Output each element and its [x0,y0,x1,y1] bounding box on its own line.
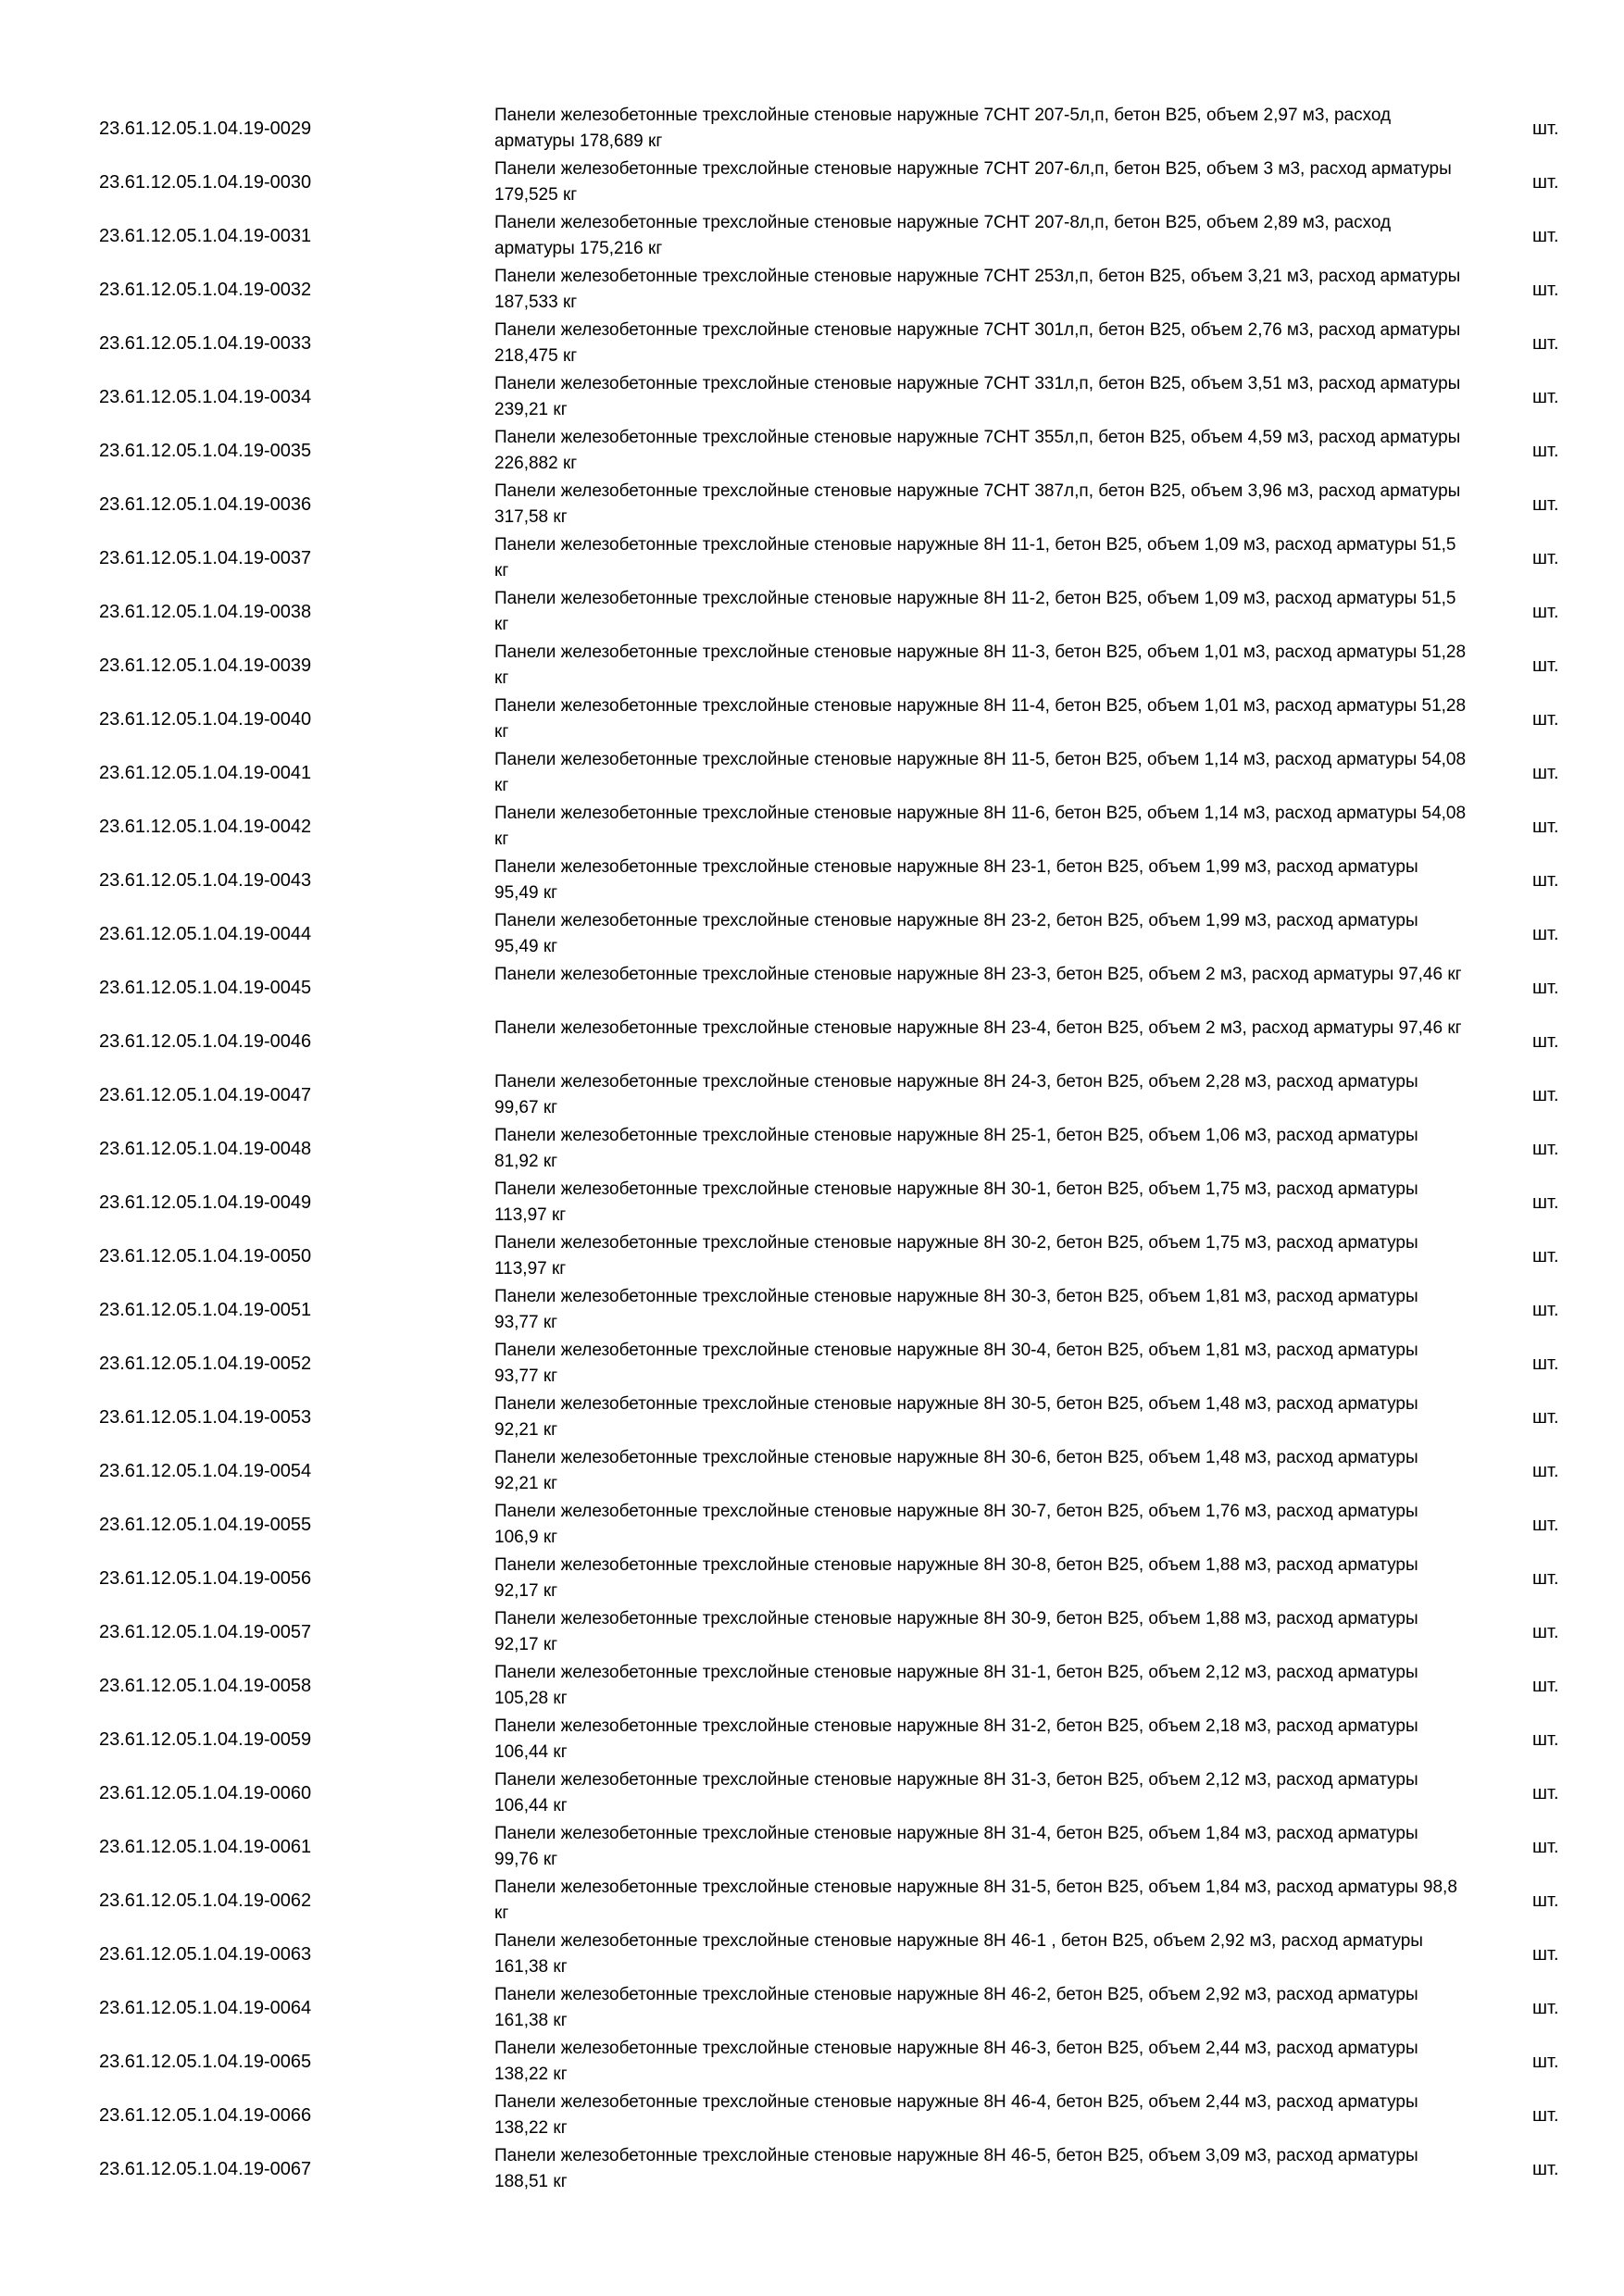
resource-code: 23.61.12.05.1.04.19-0041 [99,763,312,783]
table-row [0,693,1624,746]
resource-description: Панели железобетонные трехслойные стеновые наружные 8Н 46-1 , бетон В25, объем 2,92 м3, расход арматуры 161,38 кг [494,1931,1423,1977]
unit-of-measure: шт. [1532,172,1559,193]
resource-code: 23.61.12.05.1.04.19-0036 [99,494,312,515]
resource-description: Панели железобетонные трехслойные стеновые наружные 7СНТ 355л,п, бетон В25, объем 4,59 м3, расход арматуры 226,882 кг [494,428,1461,473]
resource-code: 23.61.12.05.1.04.19-0055 [99,1515,312,1535]
resource-description: Панели железобетонные трехслойные стеновые наружные 8Н 23-2, бетон В25, объем 1,99 м3, расход арматуры 95,49 кг [494,911,1418,956]
unit-of-measure: шт. [1532,333,1559,354]
table-row [0,585,1624,639]
table-row [0,1605,1624,1659]
resource-description: Панели железобетонные трехслойные стеновые наружные 8Н 30-9, бетон В25, объем 1,88 м3, расход арматуры 92,17 кг [494,1609,1418,1654]
unit-of-measure: шт. [1532,226,1559,246]
resource-code: 23.61.12.05.1.04.19-0054 [99,1461,312,1481]
table-row [0,1713,1624,1766]
table-row [0,1337,1624,1391]
table-row [0,424,1624,478]
table-row [0,961,1624,1015]
unit-of-measure: шт. [1532,1729,1559,1750]
table-row [0,854,1624,907]
resource-code: 23.61.12.05.1.04.19-0048 [99,1139,312,1159]
table-row [0,639,1624,693]
unit-of-measure: шт. [1532,1944,1559,1965]
unit-of-measure: шт. [1532,602,1559,622]
unit-of-measure: шт. [1532,870,1559,891]
resource-code: 23.61.12.05.1.04.19-0050 [99,1246,312,1267]
resource-code: 23.61.12.05.1.04.19-0032 [99,280,312,300]
unit-of-measure: шт. [1532,1461,1559,1481]
resource-code: 23.61.12.05.1.04.19-0034 [99,387,312,407]
resource-code: 23.61.12.05.1.04.19-0042 [99,817,312,837]
resource-code: 23.61.12.05.1.04.19-0030 [99,172,312,193]
resource-description: Панели железобетонные трехслойные стеновые наружные 8Н 23-1, бетон В25, объем 1,99 м3, расход арматуры 95,49 кг [494,857,1418,903]
resource-code: 23.61.12.05.1.04.19-0029 [99,119,312,139]
resource-description: Панели железобетонные трехслойные стеновые наружные 7СНТ 207-8л,п, бетон В25, объем 2,89 м3, расход арматуры 175,216 кг [494,213,1392,258]
unit-of-measure: шт. [1532,1192,1559,1213]
table-row [0,2142,1624,2196]
resource-code: 23.61.12.05.1.04.19-0051 [99,1300,312,1320]
table-row [0,746,1624,800]
resource-code: 23.61.12.05.1.04.19-0046 [99,1031,312,1052]
resource-code: 23.61.12.05.1.04.19-0037 [99,548,312,568]
table-row [0,1498,1624,1552]
resource-description: Панели железобетонные трехслойные стеновые наружные 8Н 11-6, бетон В25, объем 1,14 м3, расход арматуры 54,08 кг [494,804,1467,849]
resource-code: 23.61.12.05.1.04.19-0031 [99,226,312,246]
resource-description: Панели железобетонные трехслойные стеновые наружные 8Н 30-2, бетон В25, объем 1,75 м3, расход арматуры 113,97 кг [494,1233,1418,1279]
table-row [0,1444,1624,1498]
resource-code: 23.61.12.05.1.04.19-0058 [99,1676,312,1696]
table-row [0,1015,1624,1068]
unit-of-measure: шт. [1532,1837,1559,1857]
unit-of-measure: шт. [1532,1085,1559,1105]
resource-description: Панели железобетонные трехслойные стеновые наружные 8Н 30-5, бетон В25, объем 1,48 м3, расход арматуры 92,21 кг [494,1394,1418,1440]
resource-code: 23.61.12.05.1.04.19-0065 [99,2052,312,2072]
resource-description: Панели железобетонные трехслойные стеновые наружные 8Н 11-5, бетон В25, объем 1,14 м3, расход арматуры 54,08 кг [494,750,1467,795]
resource-description: Панели железобетонные трехслойные стеновые наружные 8Н 24-3, бетон В25, объем 2,28 м3, расход арматуры 99,67 кг [494,1072,1418,1117]
resource-description: Панели железобетонные трехслойные стеновые наружные 8Н 46-4, бетон В25, объем 2,44 м3, расход арматуры 138,22 кг [494,2092,1418,2138]
resource-description: Панели железобетонные трехслойные стеновые наружные 7СНТ 253л,п, бетон В25, объем 3,21 м3, расход арматуры 187,533 кг [494,267,1461,312]
resource-description: Панели железобетонные трехслойные стеновые наружные 7СНТ 207-6л,п, бетон В25, объем 3 м3, расход арматуры 179,525 кг [494,159,1452,205]
resource-description: Панели железобетонные трехслойные стеновые наружные 8Н 46-3, бетон В25, объем 2,44 м3, расход арматуры 138,22 кг [494,2039,1418,2084]
unit-of-measure: шт. [1532,709,1559,730]
table-row [0,1820,1624,1874]
resource-description: Панели железобетонные трехслойные стеновые наружные 8Н 11-1, бетон В25, объем 1,09 м3, расход арматуры 51,5 кг [494,535,1456,580]
resource-code: 23.61.12.05.1.04.19-0033 [99,333,312,354]
table-row [0,156,1624,209]
price-list-table [0,102,1624,2196]
table-row [0,1928,1624,1981]
resource-description: Панели железобетонные трехслойные стеновые наружные 7СНТ 331л,п, бетон В25, объем 3,51 м3, расход арматуры 239,21 кг [494,374,1461,419]
unit-of-measure: шт. [1532,924,1559,944]
table-row [0,317,1624,370]
unit-of-measure: шт. [1532,1300,1559,1320]
unit-of-measure: шт. [1532,1783,1559,1803]
unit-of-measure: шт. [1532,763,1559,783]
table-row [0,531,1624,585]
table-row [0,209,1624,263]
resource-code: 23.61.12.05.1.04.19-0038 [99,602,312,622]
resource-description: Панели железобетонные трехслойные стеновые наружные 8Н 23-4, бетон В25, объем 2 м3, расход арматуры 97,46 кг [494,1018,1462,1038]
resource-description: Панели железобетонные трехслойные стеновые наружные 8Н 31-5, бетон В25, объем 1,84 м3, расход арматуры 98,8 кг [494,1878,1457,1923]
resource-description: Панели железобетонные трехслойные стеновые наружные 7СНТ 207-5л,п, бетон В25, объем 2,97 м3, расход арматуры 178,689 кг [494,106,1392,151]
table-row [0,907,1624,961]
resource-description: Панели железобетонные трехслойные стеновые наружные 8Н 30-1, бетон В25, объем 1,75 м3, расход арматуры 113,97 кг [494,1179,1418,1225]
resource-description: Панели железобетонные трехслойные стеновые наружные 8Н 31-2, бетон В25, объем 2,18 м3, расход арматуры 106,44 кг [494,1716,1418,1762]
table-row [0,263,1624,317]
table-row [0,800,1624,854]
unit-of-measure: шт. [1532,494,1559,515]
unit-of-measure: шт. [1532,1622,1559,1642]
resource-code: 23.61.12.05.1.04.19-0049 [99,1192,312,1213]
unit-of-measure: шт. [1532,1246,1559,1267]
resource-code: 23.61.12.05.1.04.19-0059 [99,1729,312,1750]
table-row [0,1283,1624,1337]
table-row [0,1659,1624,1713]
table-row [0,1068,1624,1122]
resource-code: 23.61.12.05.1.04.19-0040 [99,709,312,730]
resource-code: 23.61.12.05.1.04.19-0066 [99,2105,312,2126]
table-row [0,1176,1624,1229]
unit-of-measure: шт. [1532,387,1559,407]
resource-description: Панели железобетонные трехслойные стеновые наружные 8Н 46-5, бетон В25, объем 3,09 м3, расход арматуры 188,51 кг [494,2146,1418,2191]
resource-code: 23.61.12.05.1.04.19-0052 [99,1354,312,1374]
resource-description: Панели железобетонные трехслойные стеновые наружные 8Н 31-4, бетон В25, объем 1,84 м3, расход арматуры 99,76 кг [494,1824,1418,1869]
resource-code: 23.61.12.05.1.04.19-0035 [99,441,312,461]
table-row [0,1229,1624,1283]
unit-of-measure: шт. [1532,978,1559,998]
unit-of-measure: шт. [1532,1354,1559,1374]
resource-code: 23.61.12.05.1.04.19-0043 [99,870,312,891]
unit-of-measure: шт. [1532,548,1559,568]
table-row [0,2089,1624,2142]
resource-code: 23.61.12.05.1.04.19-0067 [99,2159,312,2179]
resource-description: Панели железобетонные трехслойные стеновые наружные 7СНТ 301л,п, бетон В25, объем 2,76 м3, расход арматуры 218,475 кг [494,320,1461,366]
resource-code: 23.61.12.05.1.04.19-0039 [99,655,312,676]
unit-of-measure: шт. [1532,1515,1559,1535]
resource-code: 23.61.12.05.1.04.19-0044 [99,924,312,944]
unit-of-measure: шт. [1532,655,1559,676]
table-row [0,1981,1624,2035]
unit-of-measure: шт. [1532,2105,1559,2126]
table-row [0,2035,1624,2089]
unit-of-measure: шт. [1532,2052,1559,2072]
unit-of-measure: шт. [1532,441,1559,461]
unit-of-measure: шт. [1532,817,1559,837]
table-row [0,478,1624,531]
unit-of-measure: шт. [1532,1998,1559,2018]
resource-code: 23.61.12.05.1.04.19-0064 [99,1998,312,2018]
unit-of-measure: шт. [1532,2159,1559,2179]
resource-description: Панели железобетонные трехслойные стеновые наружные 8Н 46-2, бетон В25, объем 2,92 м3, расход арматуры 161,38 кг [494,1985,1418,2030]
unit-of-measure: шт. [1532,1676,1559,1696]
resource-code: 23.61.12.05.1.04.19-0060 [99,1783,312,1803]
resource-code: 23.61.12.05.1.04.19-0063 [99,1944,312,1965]
resource-description: Панели железобетонные трехслойные стеновые наружные 8Н 11-4, бетон В25, объем 1,01 м3, расход арматуры 51,28 кг [494,696,1467,742]
resource-code: 23.61.12.05.1.04.19-0047 [99,1085,312,1105]
unit-of-measure: шт. [1532,280,1559,300]
resource-code: 23.61.12.05.1.04.19-0056 [99,1568,312,1589]
table-row [0,370,1624,424]
resource-description: Панели железобетонные трехслойные стеновые наружные 8Н 30-3, бетон В25, объем 1,81 м3, расход арматуры 93,77 кг [494,1287,1418,1332]
resource-code: 23.61.12.05.1.04.19-0057 [99,1622,312,1642]
table-row [0,1874,1624,1928]
unit-of-measure: шт. [1532,1139,1559,1159]
resource-description: Панели железобетонные трехслойные стеновые наружные 8Н 31-3, бетон В25, объем 2,12 м3, расход арматуры 106,44 кг [494,1770,1418,1816]
unit-of-measure: шт. [1532,119,1559,139]
resource-description: Панели железобетонные трехслойные стеновые наружные 8Н 30-8, бетон В25, объем 1,88 м3, расход арматуры 92,17 кг [494,1555,1418,1601]
resource-description: Панели железобетонные трехслойные стеновые наружные 8Н 11-2, бетон В25, объем 1,09 м3, расход арматуры 51,5 кг [494,589,1456,634]
table-row [0,1391,1624,1444]
resource-code: 23.61.12.05.1.04.19-0062 [99,1890,312,1911]
unit-of-measure: шт. [1532,1407,1559,1428]
resource-code: 23.61.12.05.1.04.19-0045 [99,978,312,998]
table-row [0,102,1624,156]
resource-description: Панели железобетонные трехслойные стеновые наружные 8Н 25-1, бетон В25, объем 1,06 м3, расход арматуры 81,92 кг [494,1126,1418,1171]
unit-of-measure: шт. [1532,1031,1559,1052]
resource-description: Панели железобетонные трехслойные стеновые наружные 8Н 11-3, бетон В25, объем 1,01 м3, расход арматуры 51,28 кг [494,643,1467,688]
resource-description: Панели железобетонные трехслойные стеновые наружные 8Н 30-4, бетон В25, объем 1,81 м3, расход арматуры 93,77 кг [494,1341,1418,1386]
resource-description: Панели железобетонные трехслойные стеновые наружные 8Н 23-3, бетон В25, объем 2 м3, расход арматуры 97,46 кг [494,965,1462,984]
resource-description: Панели железобетонные трехслойные стеновые наружные 7СНТ 387л,п, бетон В25, объем 3,96 м3, расход арматуры 317,58 кг [494,481,1461,527]
resource-code: 23.61.12.05.1.04.19-0061 [99,1837,312,1857]
table-row [0,1552,1624,1605]
resource-code: 23.61.12.05.1.04.19-0053 [99,1407,312,1428]
table-row [0,1766,1624,1820]
resource-description: Панели железобетонные трехслойные стеновые наружные 8Н 31-1, бетон В25, объем 2,12 м3, расход арматуры 105,28 кг [494,1663,1418,1708]
resource-description: Панели железобетонные трехслойные стеновые наружные 8Н 30-6, бетон В25, объем 1,48 м3, расход арматуры 92,21 кг [494,1448,1418,1493]
resource-description: Панели железобетонные трехслойные стеновые наружные 8Н 30-7, бетон В25, объем 1,76 м3, расход арматуры 106,9 кг [494,1502,1418,1547]
unit-of-measure: шт. [1532,1890,1559,1911]
unit-of-measure: шт. [1532,1568,1559,1589]
table-row [0,1122,1624,1176]
